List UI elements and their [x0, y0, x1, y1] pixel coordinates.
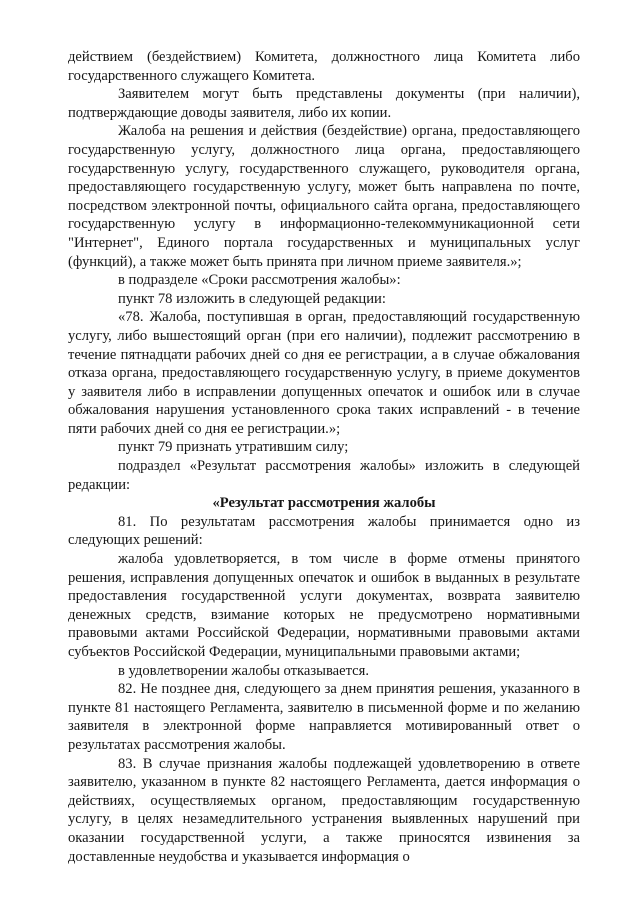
- paragraph-item-78-intro: пункт 78 изложить в следующей редакции:: [118, 290, 386, 307]
- paragraph-item-83: 83. В случае признания жалобы подлежащей удовлетворению в ответе заявителю, указанном в пункте 82 настоящего Регламента, дается информация о действиях, осуществляемых органом, предоставляющим государственную услугу, в целях незамедлительного устранения выявленных нарушений при оказании государственной услуги, а также приносятся извинения за доставленные неудобства и указывается информация о: [68, 755, 580, 865]
- paragraph-continuation: действием (бездействием) Комитета, должностного лица Комитета либо государственного служащего Комитета.: [68, 49, 580, 84]
- paragraph-item-81: 81. По результатам рассмотрения жалобы принимается одно из следующих решений:: [68, 513, 580, 549]
- paragraph-complaint-satisfied: жалоба удовлетворяется, в том числе в форме отмены принятого решения, исправления допущенных опечаток и ошибок в выданных в результате предоставления государственной услуги документах, возврата заявителю денежных средств, взимание которых не предусмотрено нормативными правовыми актами Российской Федерации, нормативными правовыми актами субъектов Российской Федерации, муниципальными правовыми актами;: [68, 551, 580, 660]
- paragraph-complaint-rejected: в удовлетворении жалобы отказывается.: [118, 662, 370, 679]
- document-page: [68, 48, 580, 866]
- paragraph-evidence: Заявителем могут быть представлены документы (при наличии), подтверждающие доводы заявителя, либо их копии.: [68, 86, 580, 121]
- paragraph-subsection-result-intro: подраздел «Результат рассмотрения жалобы» изложить в следующей редакции:: [68, 458, 580, 493]
- paragraph-item-78: «78. Жалоба, поступившая в орган, предоставляющий государственную услугу, либо вышестоящий орган (при его наличии), подлежит рассмотрению в течение пятнадцати рабочих дней со дня ее регистрации, а в случае обжалования отказа органа, предоставляющего государственную услугу, в приеме документов у заявителя либо в исправлении допущенных опечаток и ошибок или в случае обжалования нарушения установленного срока таких исправлений - в течение пяти рабочих дней со дня ее регистрации.»;: [68, 309, 580, 437]
- paragraph-subsection-terms: в подразделе «Сроки рассмотрения жалобы»:: [118, 272, 401, 289]
- paragraph-item-82: 82. Не позднее дня, следующего за днем принятия решения, указанного в пункте 81 настоящего Регламента, заявителю в письменной форме и по желанию заявителя в электронной форме направляется мотивированный ответ о результатах рассмотрения жалобы.: [68, 681, 580, 753]
- section-heading-result: «Результат рассмотрения жалобы: [212, 495, 436, 512]
- paragraph-item-79: пункт 79 признать утратившим силу;: [118, 439, 349, 456]
- paragraph-complaint-channels: Жалоба на решения и действия (бездействие) органа, предоставляющего государственную услугу, должностного лица органа, предоставляющего государственную услугу, государственного служащего, руководителя органа, предоставляющего государственную услугу, может быть направлена по почте, посредством электронной почты, официального сайта органа, предоставляющего государственную услугу в информационно-телекоммуникационной сети "Интернет", Единого портала государственных и муниципальных услуг (функций), а также может быть принята при личном приеме заявителя.»;: [68, 123, 580, 270]
